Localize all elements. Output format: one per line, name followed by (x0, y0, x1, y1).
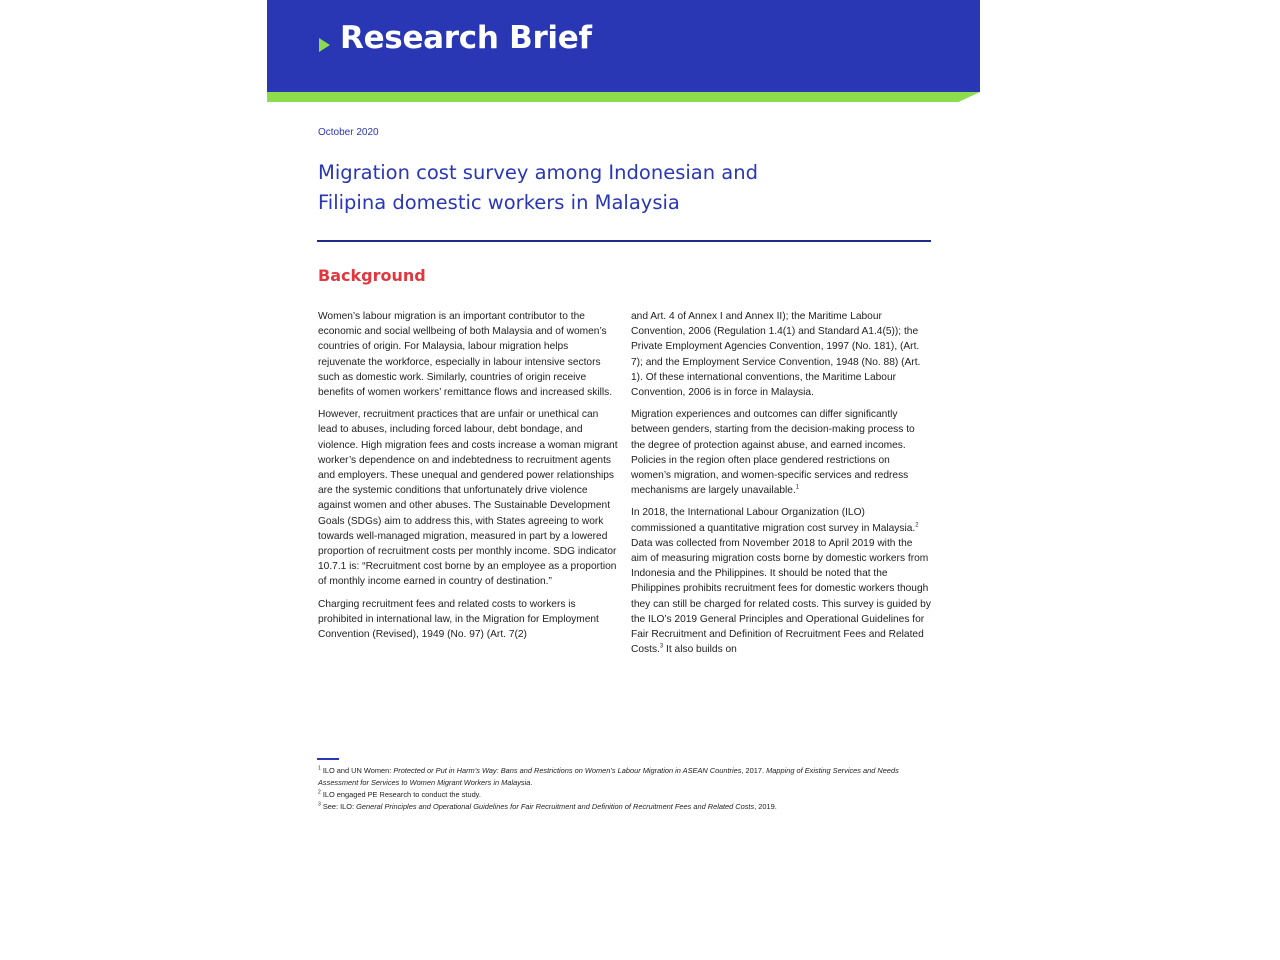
accent-strip (267, 92, 980, 102)
footnote-text: See: ILO: (320, 802, 357, 811)
paragraph: However, recruitment practices that are unfair or unethical can lead to abuses, including forced labour, debt bondage, and violence. High migration fees and costs increase a woman migrant worker’s dependence on and indebtedness to recruitment agents and employers. These unequal and gendered power relationships are the systemic conditions that unfortunately drive violence against women and other abuses. The Sustainable Development Goals (SDGs) aim to address this, with States agreeing to work towards well-managed migration, measured in part by a lowered proportion of recruitment costs per monthly income. SDG indicator 10.7.1 is: “Recruitment cost borne by an employee as a proportion of monthly income earned in country of destination.” (318, 409, 618, 588)
right-column (631, 309, 931, 664)
footnote-mark: 3 (318, 801, 321, 808)
triangle-right-icon (319, 38, 330, 52)
footnote-text: , 2017. (741, 766, 767, 775)
paragraph: Charging recruitment fees and related costs to workers is prohibited in international law, in the Migration for Employment Convention (Revised), 1949 (No. 97) (Art. 7(2) (318, 598, 599, 641)
paragraph (631, 505, 931, 657)
footnote-1 (318, 765, 933, 789)
footnote-text: ILO engaged PE Research to conduct the study. (320, 790, 481, 799)
footnote-3 (318, 801, 933, 813)
paragraph-text: Migration experiences and outcomes can differ significantly between genders, starting from the decision-making process to the degree of protection against abuse, and earned incomes. Policies in the region often place gendered restrictions on women’s migration, and women-specific services and redress mechanisms are largely unavailable. (631, 409, 915, 497)
footnote-divider (317, 758, 339, 760)
header-banner (267, 0, 980, 92)
footnote-citation: General Principles and Operational Guidelines for Fair Recruitment and Definition of Recruitment Fees and Related Costs (356, 802, 755, 811)
footnote-text: ILO and UN Women: (320, 766, 394, 775)
footnote-text: , 2019. (754, 802, 777, 811)
footnote-2 (318, 789, 933, 801)
footnote-citation: Protected or Put in Harm’s Way: Bans and Restrictions on Women’s Labour Migration in ASEAN Countries (393, 766, 742, 775)
paragraph-text: Data was collected from November 2018 to April 2019 with the aim of measuring migration costs borne by domestic workers from Indonesia and the Philippines. It should be noted that the Philippines prohibits recruitment fees for domestic workers though they can still be charged for related costs. This survey is guided by the ILO’s 2019 General Principles and Operational Guidelines for Fair Recruitment and Definition of Recruitment Fees and Related Costs. (631, 537, 931, 656)
paragraph-text: In 2018, the International Labour Organization (ILO) commissioned a quantitative migration cost survey in Malaysia. (631, 507, 916, 534)
paragraph: Women’s labour migration is an important contributor to the economic and social wellbeing of both Malaysia and of women’s countries of origin. For Malaysia, labour migration helps rejuvenate the workforce, especially in labour intensive sectors such as domestic work. Similarly, countries of origin receive benefits of women workers’ remittance flows and increased skills. (318, 311, 613, 399)
section-heading: Background (318, 266, 426, 285)
footnote-ref[interactable]: 1 (795, 484, 800, 491)
footnote-text: . (530, 778, 533, 787)
footnote-mark: 1 (318, 765, 321, 772)
left-column (318, 309, 618, 649)
footnote-ref[interactable]: 2 (915, 522, 919, 529)
document-page (267, 0, 980, 960)
footnotes (318, 765, 933, 813)
title-divider (317, 240, 931, 242)
paragraph (631, 407, 931, 498)
banner-title: Research Brief (340, 20, 592, 56)
title-line-2: Filipina domestic workers in Malaysia (318, 191, 680, 214)
document-title (318, 158, 878, 218)
paragraph: and Art. 4 of Annex I and Annex II); the Maritime Labour Convention, 2006 (Regulation 1.4(1) and Standard A1.4(5)); the Private Employment Agencies Convention, 1997 (No. 181), (Art. 7); and the Employment Service Convention, 1948 (No. 88) (Art. 1). Of these international conventions, the Maritime Labour Convention, 2006 is in force in Malaysia. (631, 311, 921, 399)
footnote-citation: Mapping of Existing Services and Needs Assessment for Services to Women Migrant Workers in Malaysia (318, 766, 899, 787)
publication-date: October 2020 (318, 127, 379, 138)
title-line-1: Migration cost survey among Indonesian and (318, 161, 758, 184)
footnote-mark: 2 (318, 789, 321, 796)
paragraph-text: It also builds on (663, 644, 737, 656)
footnote-ref[interactable]: 3 (659, 643, 664, 650)
